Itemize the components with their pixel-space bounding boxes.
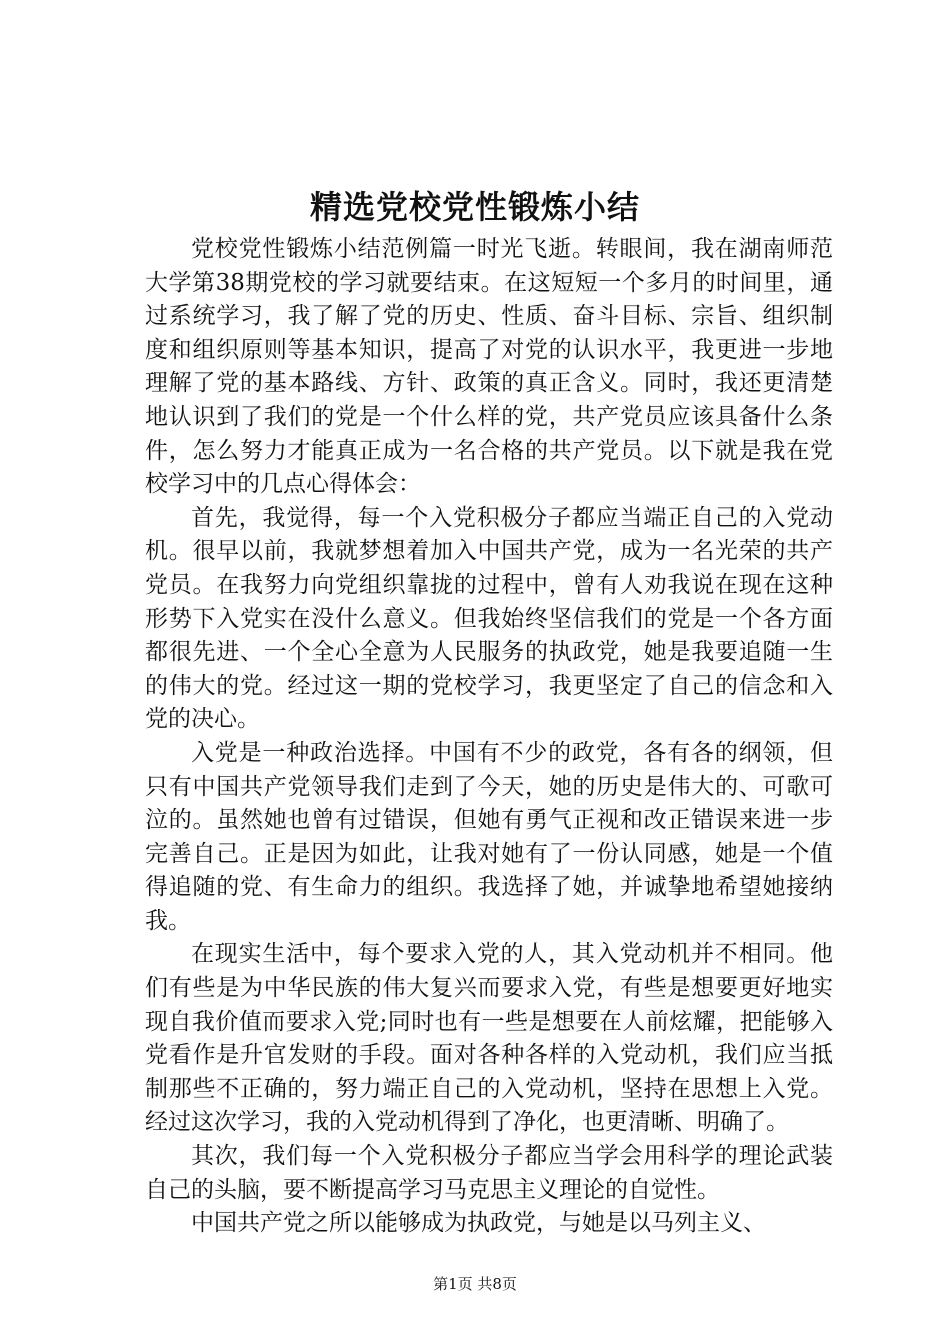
paragraph-1: 党校党性锻炼小结范例篇一时光飞逝。转眼间，我在湖南师范大学第38期党校的学习就要结束。在这短短一个多月的时间里，通过系统学习，我了解了党的历史、性质、奋斗目标、宗旨、组织制度和组织原则等基本知识，提高了对党的认识水平，我更进一步地理解了党的基本路线、方针、政策的真正含义。同时，我还更清楚地认识到了我们的党是一个什么样的党，共产党员应该具备什么条件，怎么努力才能真正成为一名合格的共产党员。以下就是我在党校学习中的几点心得体会： <box>145 236 833 498</box>
paragraph-4: 在现实生活中，每个要求入党的人，其入党动机并不相同。他们有些是为中华民族的伟大复兴而要求入党，有些是想要更好地实现自我价值而要求入党;同时也有一些是想要在人前炫耀，把能够入党看作是升官发财的手段。面对各种各样的入党动机，我们应当抵制那些不正确的，努力端正自己的入党动机，坚持在思想上入党。经过这次学习，我的入党动机得到了净化，也更清晰、明确了。 <box>145 941 833 1136</box>
document-title: 精选党校党性锻炼小结 <box>309 188 640 226</box>
document-body <box>145 233 833 1241</box>
paragraph-3: 入党是一种政治选择。中国有不少的政党，各有各的纲领，但只有中国共产党领导我们走到了今天，她的历史是伟大的、可歌可泣的。虽然她也曾有过错误，但她有勇气正视和改正错误来进一步完善自己。正是因为如此，让我对她有了一份认同感，她是一个值得追随的党、有生命力的组织。我选择了她，并诚挚地希望她接纳我。 <box>145 739 833 934</box>
paragraph-2: 首先，我觉得，每一个入党积极分子都应当端正自己的入党动机。很早以前，我就梦想着加入中国共产党，成为一名光荣的共产党员。在我努力向党组织靠拢的过程中，曾有人劝我说在现在这种形势下入党实在没什么意义。但我始终坚信我们的党是一个各方面都很先进、一个全心全意为人民服务的执政党，她是我要追随一生的伟大的党。经过这一期的党校学习，我更坚定了自己的信念和入党的决心。 <box>145 504 833 733</box>
page-number-footer: 第1页 共8页 <box>433 1275 517 1293</box>
paragraph-6: 中国共产党之所以能够成为执政党，与她是以马列主义、 <box>191 1210 766 1237</box>
paragraph-5: 其次，我们每一个入党积极分子都应当学会用科学的理论武装自己的头脑，要不断提高学习马克思主义理论的自觉性。 <box>145 1143 833 1203</box>
